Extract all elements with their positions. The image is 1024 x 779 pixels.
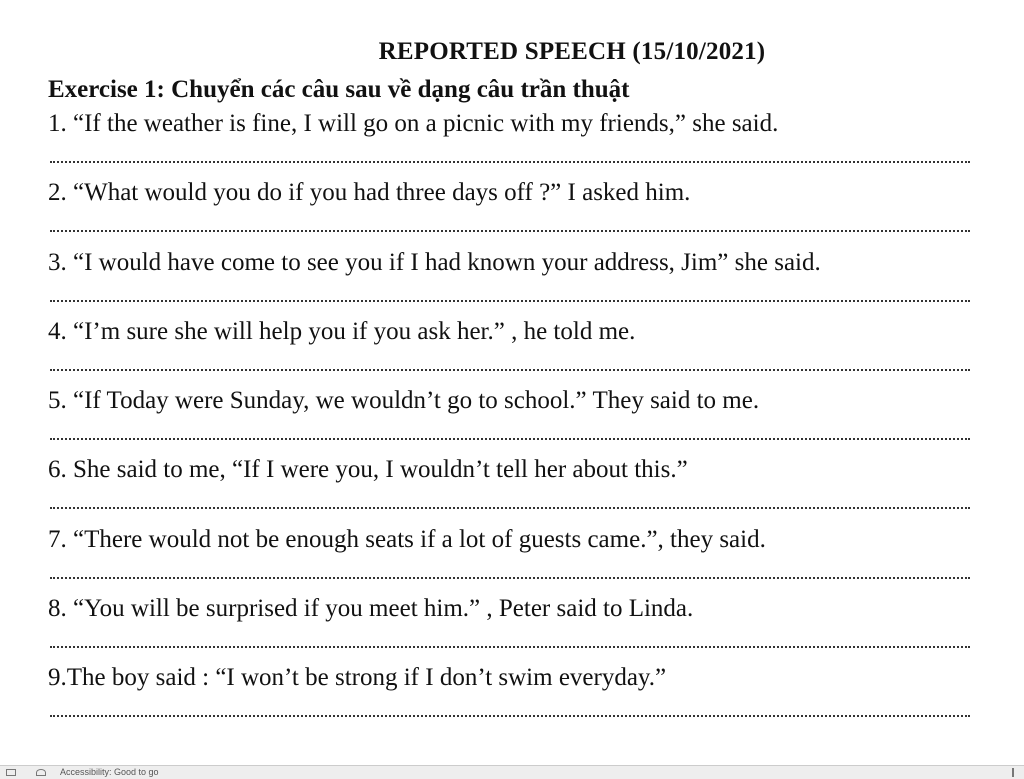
exercise-item-1 xyxy=(48,110,970,179)
question-text: 7. “There would not be enough seats if a lot of guests came.”, they said. xyxy=(48,525,766,553)
answer-line[interactable] xyxy=(50,438,970,440)
answer-line[interactable] xyxy=(50,230,970,232)
status-right-icon[interactable] xyxy=(1012,768,1022,777)
exercise-item-5 xyxy=(48,387,970,456)
question-text: 2. “What would you do if you had three days off ?” I asked him. xyxy=(48,179,691,207)
answer-line[interactable] xyxy=(50,646,970,648)
page-title: REPORTED SPEECH (15/10/2021) xyxy=(378,38,766,65)
exercise-item-3 xyxy=(48,249,970,318)
exercise-item-6 xyxy=(48,456,970,525)
exercise-item-7 xyxy=(48,526,970,595)
answer-line[interactable] xyxy=(50,507,970,509)
question-text: 4. “I’m sure she will help you if you ask her.” , he told me. xyxy=(48,317,636,345)
question-text: 5. “If Today were Sunday, we wouldn’t go to school.” They said to me. xyxy=(48,387,760,415)
exercise-item-9 xyxy=(48,664,970,733)
answer-line[interactable] xyxy=(50,369,970,371)
question-text: 8. “You will be surprised if you meet him.” , Peter said to Linda. xyxy=(48,595,694,623)
exercise-item-8 xyxy=(48,595,970,664)
question-text: 9.The boy said : “I won’t be strong if I don’t swim everyday.” xyxy=(48,664,667,692)
accessibility-status[interactable]: Accessibility: Good to go xyxy=(60,767,159,777)
status-bar xyxy=(0,765,1024,779)
exercise-item-4 xyxy=(48,318,970,387)
page-view-icon[interactable] xyxy=(6,769,16,776)
exercise-list xyxy=(48,110,970,734)
answer-line[interactable] xyxy=(50,161,970,163)
answer-line[interactable] xyxy=(50,300,970,302)
answer-line[interactable] xyxy=(50,577,970,579)
question-text: 1. “If the weather is fine, I will go on a picnic with my friends,” she said. xyxy=(48,110,779,137)
exercise-item-2 xyxy=(48,179,970,248)
accessibility-icon[interactable] xyxy=(36,769,46,776)
exercise-heading: Exercise 1: Chuyển các câu sau về dạng câu trần thuật xyxy=(48,76,630,103)
question-text: 3. “I would have come to see you if I had known your address, Jim” she said. xyxy=(48,248,821,276)
answer-line[interactable] xyxy=(50,715,970,717)
question-text: 6. She said to me, “If I were you, I wouldn’t tell her about this.” xyxy=(48,456,688,484)
